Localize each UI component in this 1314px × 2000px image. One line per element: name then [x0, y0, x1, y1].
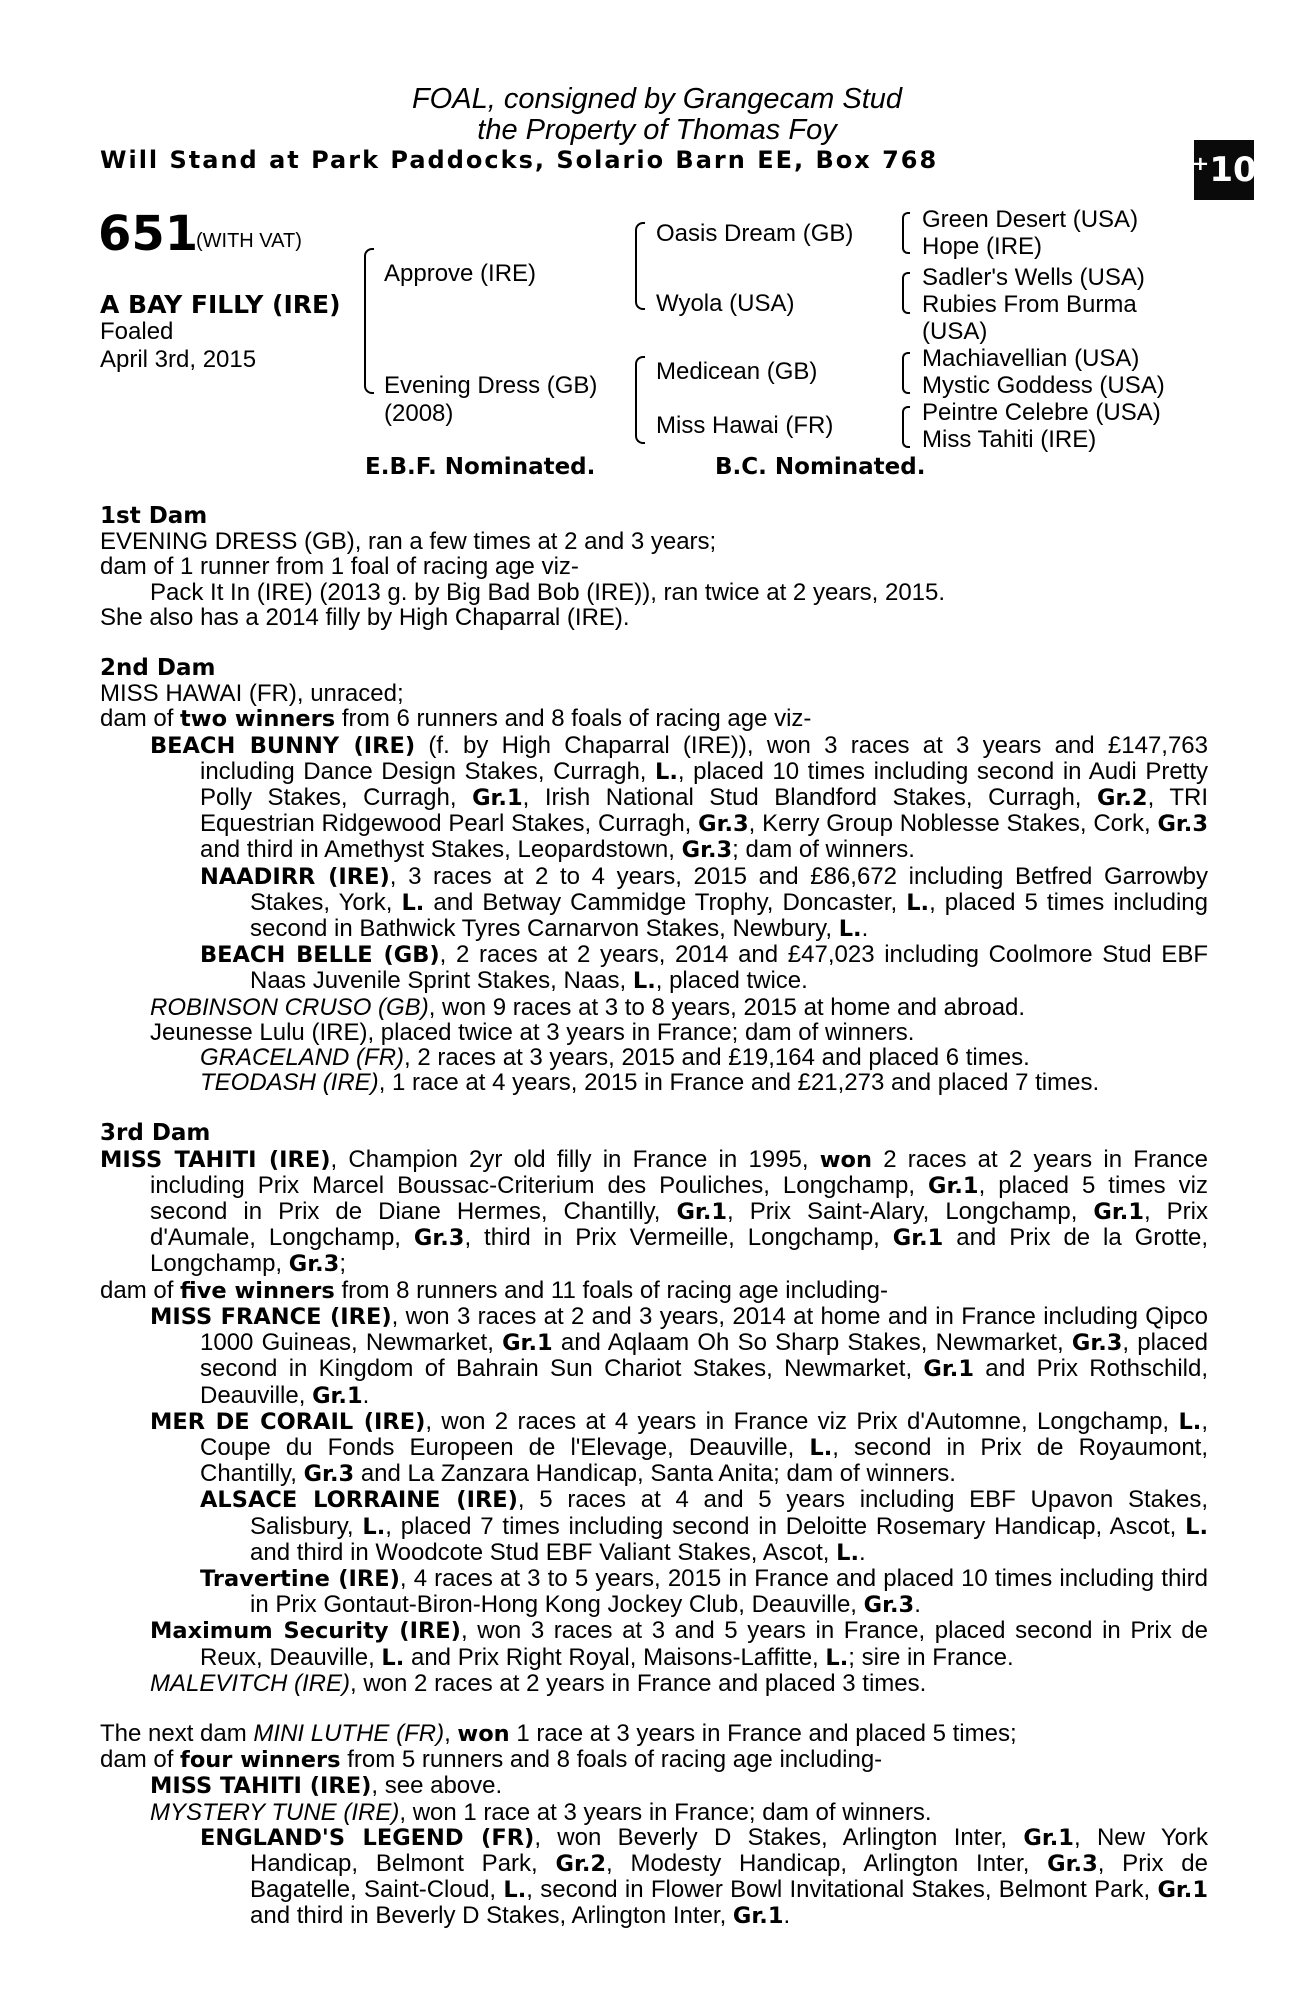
pedigree-ggp: Rubies From Burma: [922, 291, 1137, 318]
pedigree-brace-ggp4: [902, 406, 910, 448]
foaled-date: April 3rd, 2015: [100, 346, 257, 373]
vat-note: (WITH VAT): [196, 230, 302, 252]
third-dam-heading: 3rd Dam: [100, 1120, 211, 1147]
first-dam-line: EVENING DRESS (GB), ran a few times at 2 and 3 years;: [100, 528, 717, 556]
progeny-entry: GRACELAND (FR), 2 races at 3 years, 2015 and £19,164 and placed 6 times.: [200, 1044, 1030, 1072]
pedigree-brace-ggp3: [902, 352, 910, 394]
progeny-entry: Maximum Security (IRE), won 3 races at 3 and 5 years in France, placed second in Prix de Reux, Deauville, L. and Prix Right Royal, Maisons-Laffitte, L.; sire in France.: [150, 1617, 1208, 1671]
pedigree-dam-dam: Miss Hawai (FR): [656, 412, 834, 439]
second-dam-line: dam of two winners from 6 runners and 8 foals of racing age viz-: [100, 705, 812, 733]
progeny-entry: MER DE CORAIL (IRE), won 2 races at 4 years in France viz Prix d'Automne, Longchamp, L., Coupe du Fonds Europeen de l'Elevage, Deauville, L., second in Prix de Royaumont, Chantilly, Gr.3 and La Zanzara Handicap, Santa Anita; dam of winners.: [150, 1407, 1208, 1488]
pedigree-dam-year: (2008): [384, 400, 454, 427]
stabling-location: Will Stand at Park Paddocks, Solario Barn EE, Box 768: [100, 146, 939, 174]
progeny-entry: MALEVITCH (IRE), won 2 races at 2 years in France and placed 3 times.: [150, 1669, 927, 1697]
pedigree-ggp: Green Desert (USA): [922, 206, 1139, 233]
first-dam-line: She also has a 2014 filly by High Chaparral (IRE).: [100, 603, 630, 631]
pedigree-brace-main: [364, 248, 374, 394]
catalogue-header: [0, 84, 1314, 146]
progeny-entry: TEODASH (IRE), 1 race at 4 years, 2015 in France and £21,273 and placed 7 times.: [200, 1069, 1100, 1097]
progeny-entry: ROBINSON CRUSO (GB), won 9 races at 3 to 8 years, 2015 at home and abroad.: [150, 993, 1026, 1021]
third-dam-line: dam of five winners from 8 runners and 11 foals of racing age including-: [100, 1276, 888, 1304]
foaled-info: [100, 318, 256, 374]
pedigree-sire: Approve (IRE): [384, 260, 537, 287]
progeny-entry: MISS TAHITI (IRE), see above.: [150, 1772, 503, 1800]
pedigree-ggp: Mystic Goddess (USA): [922, 372, 1165, 399]
pedigree-notes: [100, 504, 1208, 1930]
third-dam-entry: MISS TAHITI (IRE), Champion 2yr old filly in France in 1995, won 2 races at 2 years in France including Prix Marcel Boussac-Criterium des Pouliches, Longchamp, Gr.1, placed 5 times viz second in Prix de Diane Hermes, Chantilly, Gr.1, Prix Saint-Alary, Longchamp, Gr.1, Prix d'Aumale, Longchamp, Gr.3, third in Prix Vermeille, Longchamp, Gr.1 and Prix de la Grotte, Longchamp, Gr.3;: [100, 1145, 1208, 1278]
pedigree-sire-sire: Oasis Dream (GB): [656, 220, 854, 247]
progeny-entry: NAADIRR (IRE), 3 races at 2 to 4 years, 2015 and £86,672 including Betfred Garrowby Stakes, York, L. and Betway Cammidge Trophy, Doncaster, L., placed 5 times including second in Bathwick Tyres Carnarvon Stakes, Newbury, L..: [200, 862, 1208, 943]
next-dam-line: dam of four winners from 5 runners and 8 foals of racing age including-: [100, 1746, 883, 1774]
next-dam-line: The next dam MINI LUTHE (FR), won 1 race at 3 years in France and placed 5 times;: [100, 1719, 1017, 1747]
pedigree-sire-dam: Wyola (USA): [656, 290, 795, 317]
progeny-entry: MISS FRANCE (IRE), won 3 races at 2 and 3 years, 2014 at home and in France including Qipco 1000 Guineas, Newmarket, Gr.1 and Aqlaam Oh So Sharp Stakes, Newmarket, Gr.3, placed second in Kingdom of Bahrain Sun Chariot Stakes, Newmarket, Gr.1 and Prix Rothschild, Deauville, Gr.1.: [150, 1302, 1209, 1409]
foaled-label: Foaled: [100, 318, 174, 345]
progeny-entry: Travertine (IRE), 4 races at 3 to 5 years, 2015 in France and placed 10 times including third in Prix Gontaut-Biron-Hong Kong Jockey Club, Deauville, Gr.3.: [200, 1564, 1208, 1619]
pedigree-dam: Evening Dress (GB): [384, 372, 598, 399]
ebf-nominated: E.B.F. Nominated.: [365, 454, 596, 480]
progeny-entry: ENGLAND'S LEGEND (FR), won Beverly D Stakes, Arlington Inter, Gr.1, New York Handicap, Belmont Park, Gr.2, Modesty Handicap, Arlington Inter, Gr.3, Prix de Bagatelle, Saint-Cloud, L., second in Flower Bowl Invitational Stakes, Belmont Park, Gr.1 and third in Beverly D Stakes, Arlington Inter, Gr.1.: [200, 1823, 1208, 1930]
pedigree-brace-dam: [635, 356, 645, 444]
second-dam-heading: 2nd Dam: [100, 655, 216, 682]
pedigree-brace-ggp1: [902, 212, 910, 254]
property-line: the Property of Thomas Foy: [477, 114, 837, 146]
horse-name: A BAY FILLY (IRE): [100, 290, 341, 319]
pedigree-dam-sire: Medicean (GB): [656, 358, 818, 385]
pedigree-ggp: Machiavellian (USA): [922, 345, 1140, 372]
first-dam-line: Pack It In (IRE) (2013 g. by Big Bad Bob (IRE)), ran twice at 2 years, 2015.: [150, 578, 946, 606]
consignor-line: FOAL, consigned by Grangecam Stud: [411, 83, 903, 115]
progeny-entry: Jeunesse Lulu (IRE), placed twice at 3 years in France; dam of winners.: [150, 1018, 915, 1046]
pedigree-ggp: Sadler's Wells (USA): [922, 264, 1145, 291]
progeny-entry: BEACH BELLE (GB), 2 races at 2 years, 2014 and £47,023 including Coolmore Stud EBF Naas Juvenile Sprint Stakes, Naas, L., placed twice.: [200, 941, 1208, 995]
bc-nominated: B.C. Nominated.: [715, 454, 926, 480]
second-dam-line: MISS HAWAI (FR), unraced;: [100, 680, 404, 708]
pedigree-ggp: Hope (IRE): [922, 233, 1043, 260]
pedigree-brace-sire: [635, 222, 645, 310]
pedigree-ggp: (USA): [922, 318, 988, 345]
lot-number: 651: [98, 206, 199, 262]
pedigree-ggp: Miss Tahiti (IRE): [922, 426, 1097, 453]
pedigree-brace-ggp2: [902, 272, 910, 314]
progeny-entry: ALSACE LORRAINE (IRE), 5 races at 4 and 5 years including EBF Upavon Stakes, Salisbury, L., placed 7 times including second in Deloitte Rosemary Handicap, Ascot, L. and third in Woodcote Stud EBF Valiant Stakes, Ascot, L..: [200, 1486, 1208, 1566]
pedigree-ggp: Peintre Celebre (USA): [922, 399, 1161, 426]
lot-badge: ⁺10: [1194, 140, 1254, 200]
first-dam-line: dam of 1 runner from 1 foal of racing age viz-: [100, 553, 579, 581]
progeny-entry: MYSTERY TUNE (IRE), won 1 race at 3 years in France; dam of winners.: [150, 1798, 932, 1826]
first-dam-heading: 1st Dam: [100, 503, 208, 529]
progeny-entry: BEACH BUNNY (IRE) (f. by High Chaparral (IRE)), won 3 races at 3 years and £147,763 including Dance Design Stakes, Curragh, L., placed 10 times including second in Audi Pretty Polly Stakes, Curragh, Gr.1, Irish National Stud Blandford Stakes, Curragh, Gr.2, TRI Equestrian Ridgewood Pearl Stakes, Curragh, Gr.3, Kerry Group Noblesse Stakes, Cork, Gr.3 and third in Amethyst Stakes, Leopardstown, Gr.3; dam of winners.: [150, 731, 1209, 864]
